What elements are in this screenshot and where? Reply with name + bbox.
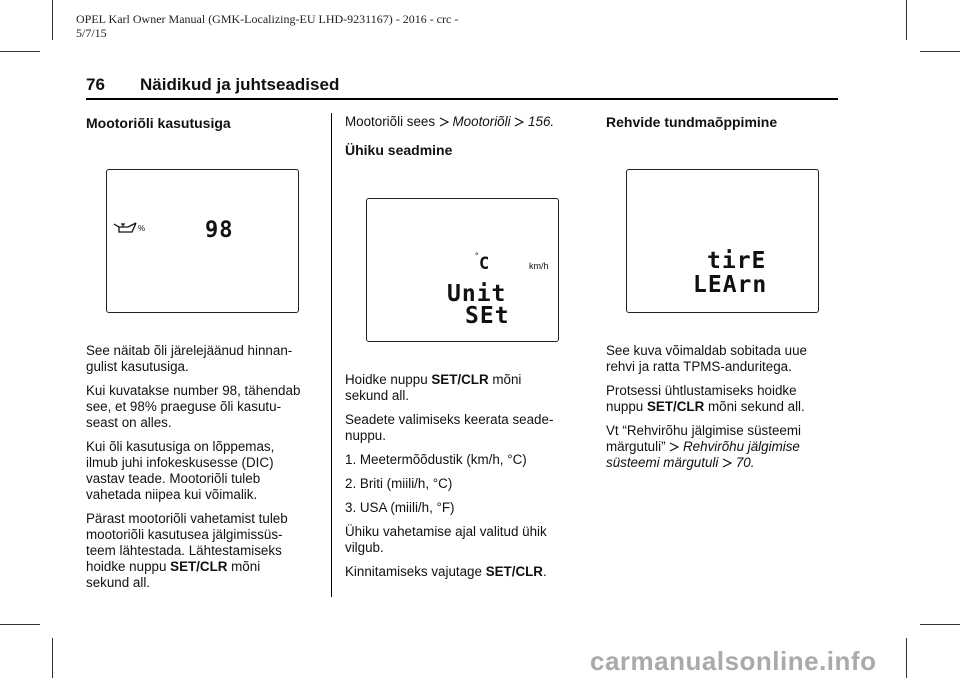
- text-line: Hoidke nuppu: [345, 372, 432, 387]
- unit-celsius-digit: C: [479, 254, 490, 274]
- section-heading-unit-setting: Ühiku seadmine: [345, 142, 453, 158]
- text-line: vastav teade. Mootoriõli tuleb: [86, 471, 261, 486]
- text-line: See kuva võimaldab sobitada uue: [606, 343, 807, 358]
- crop-mark: [52, 638, 53, 678]
- section-heading-tire-learn: Rehvide tundmaõppimine: [606, 114, 778, 130]
- unit-setting-display: [366, 198, 559, 342]
- text-line: mõni: [488, 372, 522, 387]
- reference-page: 70.: [735, 455, 755, 470]
- crop-mark: [0, 624, 40, 625]
- reference-title: Rehvirõhu jälgimise: [683, 439, 800, 454]
- watermark: carmanualsonline.info: [590, 646, 877, 676]
- text-line: see, et 98% praeguse õli kasutu-: [86, 399, 282, 414]
- paragraph: [345, 564, 585, 580]
- button-name: SET/CLR: [170, 559, 228, 574]
- section-heading-oil-life: Mootoriõli kasutusiga: [86, 115, 231, 131]
- set-display-line: SEt: [465, 303, 510, 329]
- oil-can-icon: [114, 223, 136, 232]
- paragraph: [606, 383, 846, 415]
- text-line: teem lähtestada. Lähtestamiseks: [86, 543, 282, 558]
- text-line: sekund all.: [345, 388, 410, 403]
- print-header: [76, 12, 458, 40]
- text-line: mõni sekund all.: [704, 399, 805, 414]
- paragraph: [345, 372, 585, 404]
- tire-learn-display: [626, 169, 819, 313]
- page-number: 76: [86, 75, 105, 94]
- text-line: Mootoriõli sees: [345, 114, 439, 129]
- header-rule: [86, 98, 838, 100]
- crop-mark: [906, 638, 907, 678]
- paragraph: [86, 511, 326, 591]
- text-line: Ühiku vahetamise ajal valitud ühik: [345, 524, 547, 539]
- paragraph: [86, 439, 326, 503]
- text-line: ilmub juhi infokeskusesse (DIC): [86, 455, 274, 470]
- button-name: SET/CLR: [646, 399, 705, 414]
- unit-speed-label: km/h: [529, 261, 549, 271]
- paragraph: [606, 423, 846, 471]
- crop-mark: [906, 0, 907, 40]
- tire-learn-display-graphic: [627, 170, 818, 312]
- reference-title: süsteemi märgutuli: [606, 455, 719, 470]
- text-line: Pärast mootoriõli vahetamist tuleb: [86, 511, 288, 526]
- text-line: gulist kasutusiga.: [86, 359, 189, 374]
- paragraph: [86, 383, 326, 431]
- print-header-line: OPEL Karl Owner Manual (GMK-Localizing-EU LHD-9231167) - 2016 - crc -: [76, 12, 459, 26]
- reference-page: 156.: [528, 114, 555, 129]
- text-line: mõni: [227, 559, 261, 574]
- text-line: See näitab õli järelejäänud hinnan-: [86, 343, 293, 358]
- text-line: Protsessi ühtlustamiseks hoidke: [606, 383, 797, 398]
- unit-degree-symbol: °: [475, 251, 479, 261]
- oil-percent-sign: %: [138, 224, 146, 233]
- page-reference-arrow-icon: [722, 458, 732, 468]
- text-line: Kui õli kasutusiga on lõppemas,: [86, 439, 275, 454]
- unit-setting-display-graphic: [367, 199, 558, 341]
- engine-oil-reference: [345, 114, 585, 130]
- oil-life-display: [106, 169, 299, 313]
- crop-mark: [52, 0, 53, 40]
- text-line: vilgub.: [345, 540, 384, 555]
- crop-mark: [920, 51, 960, 52]
- text-line: nuppu.: [345, 428, 386, 443]
- page-title: Näidikud ja juhtseadised: [140, 75, 340, 94]
- print-header-date: 5/7/15: [76, 26, 107, 40]
- see-reference-arrow-icon: [669, 442, 679, 452]
- oil-life-text: [86, 343, 326, 599]
- text-line: vahetada niipea kui võimalik.: [86, 487, 258, 502]
- button-name: SET/CLR: [431, 372, 489, 387]
- learn-display-line: LEArn: [693, 272, 768, 298]
- list-item: 2. Briti (miili/h, °C): [345, 476, 453, 491]
- paragraph: [345, 524, 585, 556]
- text-line: Kui kuvatakse number 98, tähendab: [86, 383, 301, 398]
- column-divider: [331, 113, 332, 597]
- list-item: 3. USA (miili/h, °F): [345, 500, 455, 515]
- text-line: mootoriõli kasutusea jälgimissüs-: [86, 527, 283, 542]
- text-line: nuppu: [606, 399, 647, 414]
- crop-mark: [0, 51, 40, 52]
- oil-life-display-graphic: [107, 170, 298, 312]
- tire-display-line: tirE: [707, 248, 767, 274]
- crop-mark: [920, 624, 960, 625]
- unit-display-line: Unit: [447, 281, 507, 307]
- list-item: 1. Meetermõõdustik (km/h, °C): [345, 452, 527, 467]
- text-line: .: [542, 564, 547, 579]
- paragraph: [345, 412, 585, 444]
- text-line: hoidke nuppu: [86, 559, 171, 574]
- text-line: Kinnitamiseks vajutage: [345, 564, 486, 579]
- tire-learn-text: [606, 343, 846, 479]
- reference-title: Mootoriõli: [452, 114, 511, 129]
- paragraph: [86, 343, 326, 375]
- oil-life-value: 98: [205, 218, 234, 243]
- text-line: rehvi ja ratta TPMS-anduritega.: [606, 359, 792, 374]
- text-line: sekund all.: [86, 575, 151, 590]
- text-line: märgutuli”: [606, 439, 670, 454]
- text-line: seast on alles.: [86, 415, 172, 430]
- text-line: Vt “Rehvirõhu jälgimise süsteemi: [606, 423, 801, 438]
- button-name: SET/CLR: [485, 564, 543, 579]
- page-reference-arrow-icon: [514, 117, 524, 127]
- paragraph: [606, 343, 846, 375]
- text-line: Seadete valimiseks keerata seade-: [345, 412, 554, 427]
- unit-setting-text: [345, 372, 585, 588]
- see-reference-arrow-icon: [439, 117, 449, 127]
